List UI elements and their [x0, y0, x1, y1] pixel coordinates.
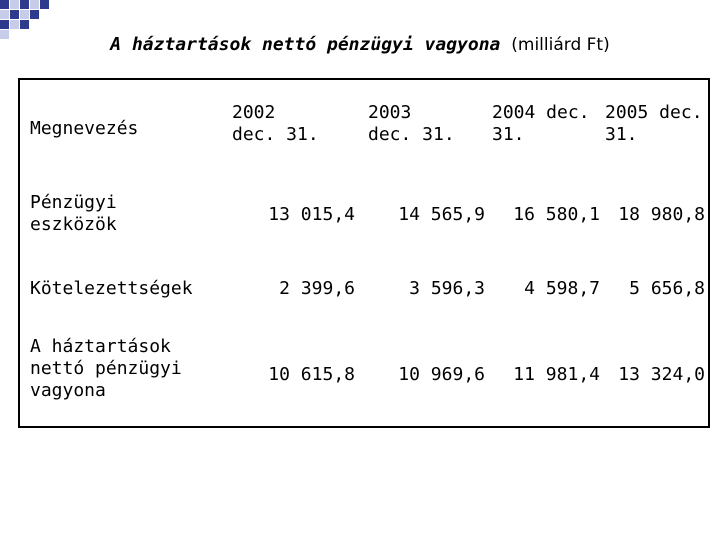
- table-cell: 4 598,7: [524, 278, 600, 299]
- table-cell: 11 981,4: [513, 364, 600, 385]
- table-cell: 10 615,8: [268, 364, 355, 385]
- table-cell: 14 565,9: [398, 204, 485, 225]
- table-cell: 10 969,6: [398, 364, 485, 385]
- table-cell: 16 580,1: [513, 204, 600, 225]
- header-2003: 2003 dec. 31.: [368, 102, 455, 145]
- table-cell: 5 656,8: [629, 278, 705, 299]
- title-main: A háztartások nettó pénzügyi vagyona: [110, 34, 501, 55]
- page-title: [0, 34, 720, 55]
- title-unit: (milliárd Ft): [511, 35, 610, 55]
- header-label: Megnevezés: [30, 118, 139, 139]
- table-cell: 3 596,3: [409, 278, 485, 299]
- table-cell: 18 980,8: [618, 204, 705, 225]
- row-label: Pénzügyi eszközök: [30, 192, 117, 235]
- table-cell: 13 015,4: [268, 204, 355, 225]
- header-2004: 2004 dec. 31.: [492, 102, 590, 145]
- row-label: A háztartások nettó pénzügyi vagyona: [30, 336, 182, 401]
- header-2002: 2002 dec. 31.: [232, 102, 319, 145]
- data-table: [18, 78, 710, 428]
- table-cell: 13 324,0: [618, 364, 705, 385]
- table-cell: 2 399,6: [279, 278, 355, 299]
- row-label: Kötelezettségek: [30, 278, 193, 299]
- header-2005: 2005 dec. 31.: [605, 102, 703, 145]
